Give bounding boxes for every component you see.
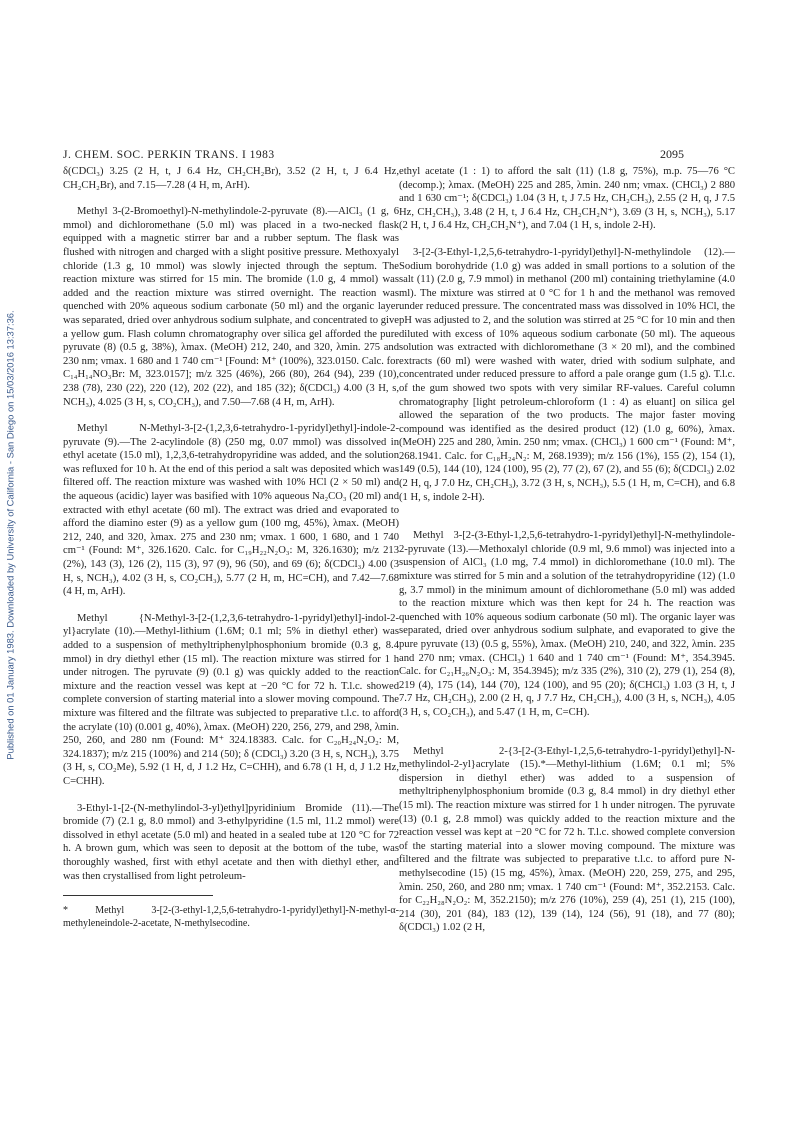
download-notice-text: Published on 01 January 1983. Downloaded by University of California - San Diego on 15/03/2016 13:37:36.: [4, 310, 16, 760]
paragraph: δ(CDCl₃) 3.25 (2 H, t, J 6.4 Hz, CH₂CH₂Br), 3.52 (2 H, t, J 6.4 Hz, CH₂CH₂Br), and 7.15—7.28 (4 H, m, ArH).: [63, 166, 399, 191]
paragraph: Methyl 3-[2-(3-Ethyl-1,2,5,6-tetrahydro-1-pyridyl)ethyl]-N-methylindole-2-pyruvate (13).—Methoxalyl chloride (0.9 ml, 9.6 mmol) was injected into a suspension of AlCl₃ (1.0 mg, 7.4 mmol) in dichloromethane (10.0 ml). The mixture was stirred for 5 min and a solution of the tetrahydropyridine (12) (1.0 g, 3.7 mmol) in the minimum amount of dichloromethane (5.0 ml) was added to the reaction mixture which was then kept for 24 h. The reaction was quenched with 10% aqueous sodium carbonate (50 ml). The organic layer was separated, dried over anhydrous sodium sulphate, and evaporated to give the pure pyruvate (13) (0.5 g, 55%), λmax. (MeOH) 210, 240, and 322, λmin. 235 and 270 nm; νmax. (CHCl₃) 1 640 and 1 740 cm⁻¹ (Found: M⁺, 354.3945. Calc. for C₂₁H₂₆N₂O₃: M, 354.3945); m/z 335 (2%), 310 (2), 279 (1), 254 (8), 219 (4), 175 (14), 144 (70), 124 (100), and 95 (20); δ(CHCl₃) 1.03 (3 H, t, J 7.7 Hz, CH₂CH₃), 2.00 (2 H, q, J 7.7 Hz, CH₂CH₃), 4.00 (3 H, s, NCH₃), 4.05 (3 H, s, CO₂CH₃), and 5.47 (1 H, m, C=CH).: [399, 530, 735, 718]
paragraph: Methyl {N-Methyl-3-[2-(1,2,3,6-tetrahydro-1-pyridyl)ethyl]-indol-2-yl}acrylate (10).—Methyl-lithium (1.6M; 0.1 ml; 5% in diethyl ether) was added to a suspension of methyltriphenylphosphonium bromide (0.3 g, 8.4 mmol) in dry diethyl ether (15 ml). The reaction mixture was stirred for 1 h under nitrogen. The pyruvate (9) (0.1 g) was quickly added to the reaction mixture and the reaction vessel was kept at −20 °C for 72 h. T.l.c. showed complete conversion of starting material into a slower moving compound. The mixture was filtered and the filtrate was subjected to preparative t.l.c. to afford the acrylate (10) (0.001 g, 40%), λmax. (MeOH) 220, 256, 279, and 298, λmin. 250, 260, and 280 nm (Found: M⁺ 324.18383. Calc. for C₂₀H₂₄N₂O₂: M, 324.1837); m/z 215 (100%) and 214 (50); δ (CDCl₃) 3.20 (3 H, s, NCH₃), 3.75 (3 H, s, CO₂Me), 5.92 (1 H, d, J 1.2 Hz, C=CHH), and 6.78 (1 H, d, J 1.2 Hz, C=CHH).: [63, 612, 399, 787]
page-number: 2095: [660, 147, 684, 161]
left-column: [63, 165, 399, 930]
paragraph: 3-[2-(3-Ethyl-1,2,5,6-tetrahydro-1-pyridyl)ethyl]-N-methylindole (12).—Sodium borohydride (1.0 g) was added in small portions to a solution of the salt (11) (2.0 g, 7.9 mmol) in methanol (200 ml) containing triethylamine (4.0 ml). The mixture was stirred at 0 °C for 1 h and the methanol was removed under reduced pressure. The concentrated mass was dissolved in 10% HCl, the pH was adjusted to 2, and the solution was stirred at 25 °C for 10 min and then diluted with excess of 10% aqueous sodium carbonate (50 ml). The aqueous solution was extracted with dichloromethane (3 × 20 ml), and the combined extracts (60 ml) were washed with water, dried with sodium sulphate, and concentrated under reduced pressure to afford a pale orange gum (1.5 g). T.l.c. of the gum showed two spots with very similar RF-values. Careful column chromatography [light petroleum-chloroform (1 : 4) as eluant] on silica gel allowed the separation of the two products. The major faster moving compound was identified as the desired product (12) (1.0 g, 60%), λmax. (MeOH) 225 and 280, λmin. 250 nm; νmax. (CHCl₃) 1 600 cm⁻¹ (Found: M⁺, 268.1941. Calc. for C₁₈H₂₄N₂: M, 268.1939); m/z 156 (1%), 155 (2), 154 (1), 149 (0.5), 144 (10), 124 (100), 95 (2), 77 (2), 67 (2), and 55 (6); δ(CDCl₃) 2.02 (2 H, q, J 7.0 Hz, CH₂CH₃), 3.72 (3 H, s, NCH₃), 5.5 (1 H, m, C=CH), and 6.8 (1 H, s, indole 2-H).: [399, 246, 735, 503]
paragraph: Methyl 2-{3-[2-(3-Ethyl-1,2,5,6-tetrahydro-1-pyridyl)ethyl]-N-methylindol-2-yl}acrylate (15).*—Methyl-lithium (1.6M; 0.1 ml; 5% dispersion in diethyl ether) was added to a suspension of methyltriphenylphosphonium bromide (0.3 g, 8.4 mmol) in dry diethyl ether (15 ml). The reaction mixture was stirred for 1 h under nitrogen. The pyruvate (13) (0.1 g, 2.8 mmol) was quickly added to the reaction mixture and the reaction vessel was kept at −20 °C for 72 h. T.l.c. showed complete conversion of the starting material into a slower moving compound. The mixture was filtered and the filtrate was subjected to preparative t.l.c. to afford pure N-methylsecodine (15) (15 mg, 45%), λmax. (MeOH) 220, 259, 275, and 295, λmin. 250, 260, and 280 nm; νmax. 1 740 cm⁻¹ (Found: M⁺, 352.2153. Calc. for C₂₂H₂₈N₂O₂: M, 352.2150); m/z 276 (10%), 259 (4), 251 (1), 215 (100), 214 (30), 201 (84), 183 (12), 139 (14), 124 (56), 91 (18), and 77 (80); δ(CDCl₃) 1.02 (2 H,: [399, 745, 735, 934]
paragraph: Methyl N-Methyl-3-[2-(1,2,3,6-tetrahydro-1-pyridyl)ethyl]-indole-2-pyruvate (9).—The 2-acylindole (8) (250 mg, 0.07 mmol) was dissolved in ethyl acetate (15.0 ml), 1,2,3,6-tetrahydropyridine was added, and the solution was refluxed for 10 h. At the end of this period a salt was deposited which was filtered off. The reaction mixture was washed with 10% HCl (2 × 50 ml) and the aqueous (acidic) layer was basified with 10% aqueous Na₂CO₃ (20 ml) and extracted with ethyl acetate (60 ml). The extract was dried and evaporated to afford the diamino ester (9) as a yellow gum (100 mg, 45%), λmax. (MeOH) 212, 240, and 320, λmax. 275 and 230 nm; νmax. 1 600, 1 680, and 1 740 cm⁻¹ (Found: M⁺, 326.1620. Calc. for C₁₉H₂₂N₂O₃: M, 326.1630); m/z 213 (2%), 143 (3), 126 (2), 115 (3), 97 (9), 96 (50), and 69 (6); δ(CDCl₃) 4.00 (3 H, s, NCH₃), 4.02 (3 H, s, CO₂CH₃), 5.77 (2 H, m, HC=CH), and 7.42—7.68 (4 H, m, ArH).: [63, 423, 399, 598]
download-notice: [2, 120, 18, 950]
paragraph: Methyl 3-(2-Bromoethyl)-N-methylindole-2-pyruvate (8).—AlCl₃ (1 g, 6 mmol) and dichloromethane (5.0 ml) was placed in a two-necked flask equipped with a magnetic stirrer bar and a rubber septum. The flask was flushed with nitrogen and charged with a slight positive pressure. Methoxyalyl chloride (1.3 g, 10 mmol) was slowly injected through the septum. The reaction mixture was stirred for 15 min. The bromide (1.0 g, 4 mmol) was added and the reaction mixture was stirred overnight. The reaction was quenched with 20% aqueous sodium carbonate (50 ml) and the organic layer was separated, dried over anhydrous sodium sulphate, and concentrated to give a yellow gum. Flash column chromatography over silica gel afforded the pure pyruvate (8) (0.5 g, 38%), λmax. (MeOH) 212, 240, and 320, λmin. 275 and 230 nm; νmax. 1 680 and 1 740 cm⁻¹ [Found: M⁺ (100%), 323.0150. Calc. for C₁₄H₁₄NO₃Br: M, 323.0157]; m/z 325 (46%), 266 (80), 264 (94), 239 (10), 238 (78), 230 (22), 220 (12), 202 (22), and 185 (32); δ(CDCl₃) 4.00 (3 H, s, NCH₃), 4.025 (3 H, s, CO₂CH₃), and 7.50—7.68 (4 H, m, ArH).: [63, 206, 399, 408]
journal-header: J. CHEM. SOC. PERKIN TRANS. I 1983: [63, 149, 275, 161]
footnote: * Methyl 3-[2-(3-ethyl-1,2,5,6-tetrahydro-1-pyridyl)ethyl]-N-methyl-α-methyleneindole-2-acetate, N-methylsecodine.: [63, 905, 399, 930]
paragraph: 3-Ethyl-1-[2-(N-methylindol-3-yl)ethyl]pyridinium Bromide (11).—The bromide (7) (2.1 g, 8.0 mmol) and 3-ethylpyridine (1.5 ml, 11.2 mmol) were dissolved in ethyl acetate (5.0 ml) and heated in a sealed tube at 120 °C for 72 h. A brown gum, which was seen to deposit at the bottom of the tube, was thoroughly washed, first with ethyl acetate and then with diethyl ether, and was then crystallised from light petroleum-: [63, 802, 399, 882]
paragraph: ethyl acetate (1 : 1) to afford the salt (11) (1.8 g, 75%), m.p. 75—76 °C (decomp.); λmax. (MeOH) 225 and 285, λmin. 240 nm; νmax. (CHCl₃) 2 880 and 1 630 cm⁻¹; δ(CDCl₃) 1.04 (3 H, t, J 7.5 Hz, CH₂CH₃), 2.55 (2 H, q, J 7.5 Hz, CH₂CH₃), 3.48 (2 H, t, J 6.4 Hz, CH₂CH₂N⁺), 3.69 (3 H, s, NCH₃), 5.17 (2 H, t, J 6.4 Hz, CH₂CH₂N⁺), and 7.04 (1 H, s, indole 2-H).: [399, 166, 735, 232]
right-column: [399, 165, 735, 935]
footnote-divider: [63, 895, 213, 896]
